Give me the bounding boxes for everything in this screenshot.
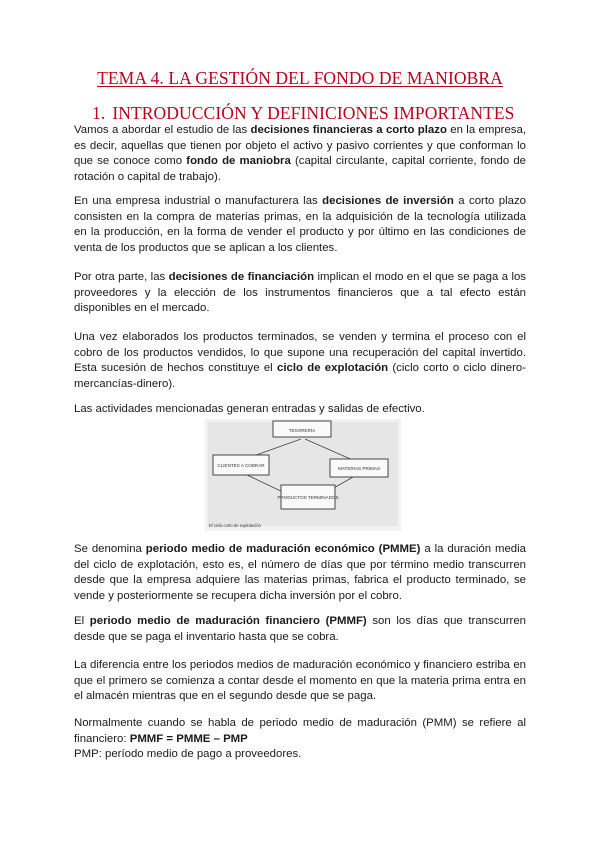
paragraph-pmme bbox=[74, 542, 526, 605]
text: (ciclo corto o ciclo dinero-mercancías-dinero). bbox=[74, 362, 526, 391]
text: en la empresa, es decir, aquellas que tienen por objeto el activo y pasivo corrientes y que conforman lo que se conoce como bbox=[74, 124, 526, 168]
diagram-caption: El ciclo corto de explotación bbox=[209, 523, 261, 528]
text: implican el modo en el que se paga a los proveedores y la elección de los instrumentos financieros que a tal efecto están disponibles en el mercado. bbox=[74, 271, 527, 315]
diagram-label-bottom: PRODUCTOS TERMINADOS bbox=[277, 495, 339, 500]
text: son los días que transcurren desde que se paga el inventario hasta que se cobra. bbox=[74, 615, 526, 643]
bold-term: ciclo de explotación bbox=[277, 362, 389, 375]
paragraph-financing bbox=[74, 270, 526, 317]
paragraph-cycle bbox=[74, 330, 526, 393]
diagram-label-right: MATERIAS PRIMAS bbox=[337, 466, 381, 471]
text: Por otra parte, las bbox=[74, 271, 169, 283]
paragraph-pmmf bbox=[74, 614, 526, 645]
paragraph-investment bbox=[74, 194, 526, 257]
pmp-definition: PMP: período medio de pago a proveedores. bbox=[74, 748, 302, 761]
text: Normalmente cuando se habla de periodo medio de maduración (PMM) se refiere al financiero: bbox=[74, 717, 526, 745]
text: Se denomina bbox=[74, 543, 146, 555]
paragraph-difference: La diferencia entre los periodos medios de maduración económico y financiero estriba en que el primero se comienza a contar desde el momento en que la materia prima entra en el almacén mientras que en el segundo desde que se paga. bbox=[74, 659, 526, 703]
paragraph-formula bbox=[74, 716, 526, 763]
formula: PMMF = PMME – PMP bbox=[129, 732, 248, 745]
page-title: TEMA 4. LA GESTIÓN DEL FONDO DE MANIOBRA bbox=[97, 68, 503, 88]
text: a corto plazo consisten en la compra de materias primas, en la adquisición de la tecnología utilizada en la producción, en la forma de vender el producto y por último en las condiciones de venta de los productos que se aplican a los clientes. bbox=[74, 195, 526, 255]
paragraph-cashflow: Las actividades mencionadas generan entradas y salidas de efectivo. bbox=[74, 403, 425, 415]
text: Vamos a abordar el estudio de las bbox=[74, 124, 251, 136]
bold-term: fondo de maniobra bbox=[186, 155, 291, 168]
bold-term: decisiones de inversión bbox=[322, 195, 454, 207]
section-heading bbox=[92, 103, 515, 124]
paragraph-intro bbox=[74, 123, 526, 186]
text: El bbox=[74, 615, 90, 627]
diagram-label-left: CLIENTES A COBRAR bbox=[217, 463, 265, 468]
bold-term: decisiones de financiación bbox=[168, 271, 315, 283]
section-title: INTRODUCCIÓN Y DEFINICIONES IMPORTANTES bbox=[112, 103, 515, 123]
text: (capital circulante, capital corriente, fondo de rotación o capital de trabajo). bbox=[74, 155, 526, 184]
bold-term: periodo medio de maduración financiero (PMMF) bbox=[89, 615, 367, 627]
text: Una vez elaborados los productos terminados, se venden y termina el proceso con el cobro de los productos vendidos, lo que supone una recuperación del capital invertido. Esta sucesión de hechos constituye el bbox=[74, 331, 526, 375]
section-number: 1. bbox=[92, 103, 106, 123]
bold-term: periodo medio de maduración económico (PMME) bbox=[145, 543, 421, 555]
diagram-label-top: TESORERÍA bbox=[288, 428, 316, 433]
text: En una empresa industrial o manufacturera las bbox=[74, 195, 323, 207]
exploitation-cycle-diagram bbox=[205, 419, 401, 531]
text: a la duración media del ciclo de explotación, esto es, el número de días que por término medio transcurren desde que la empresa adquiere las materias primas, fabrica el producto terminado, se vende y posteriormente se recupera dicha inversión por el cobro. bbox=[74, 543, 526, 603]
bold-term: decisiones financieras a corto plazo bbox=[250, 124, 447, 136]
